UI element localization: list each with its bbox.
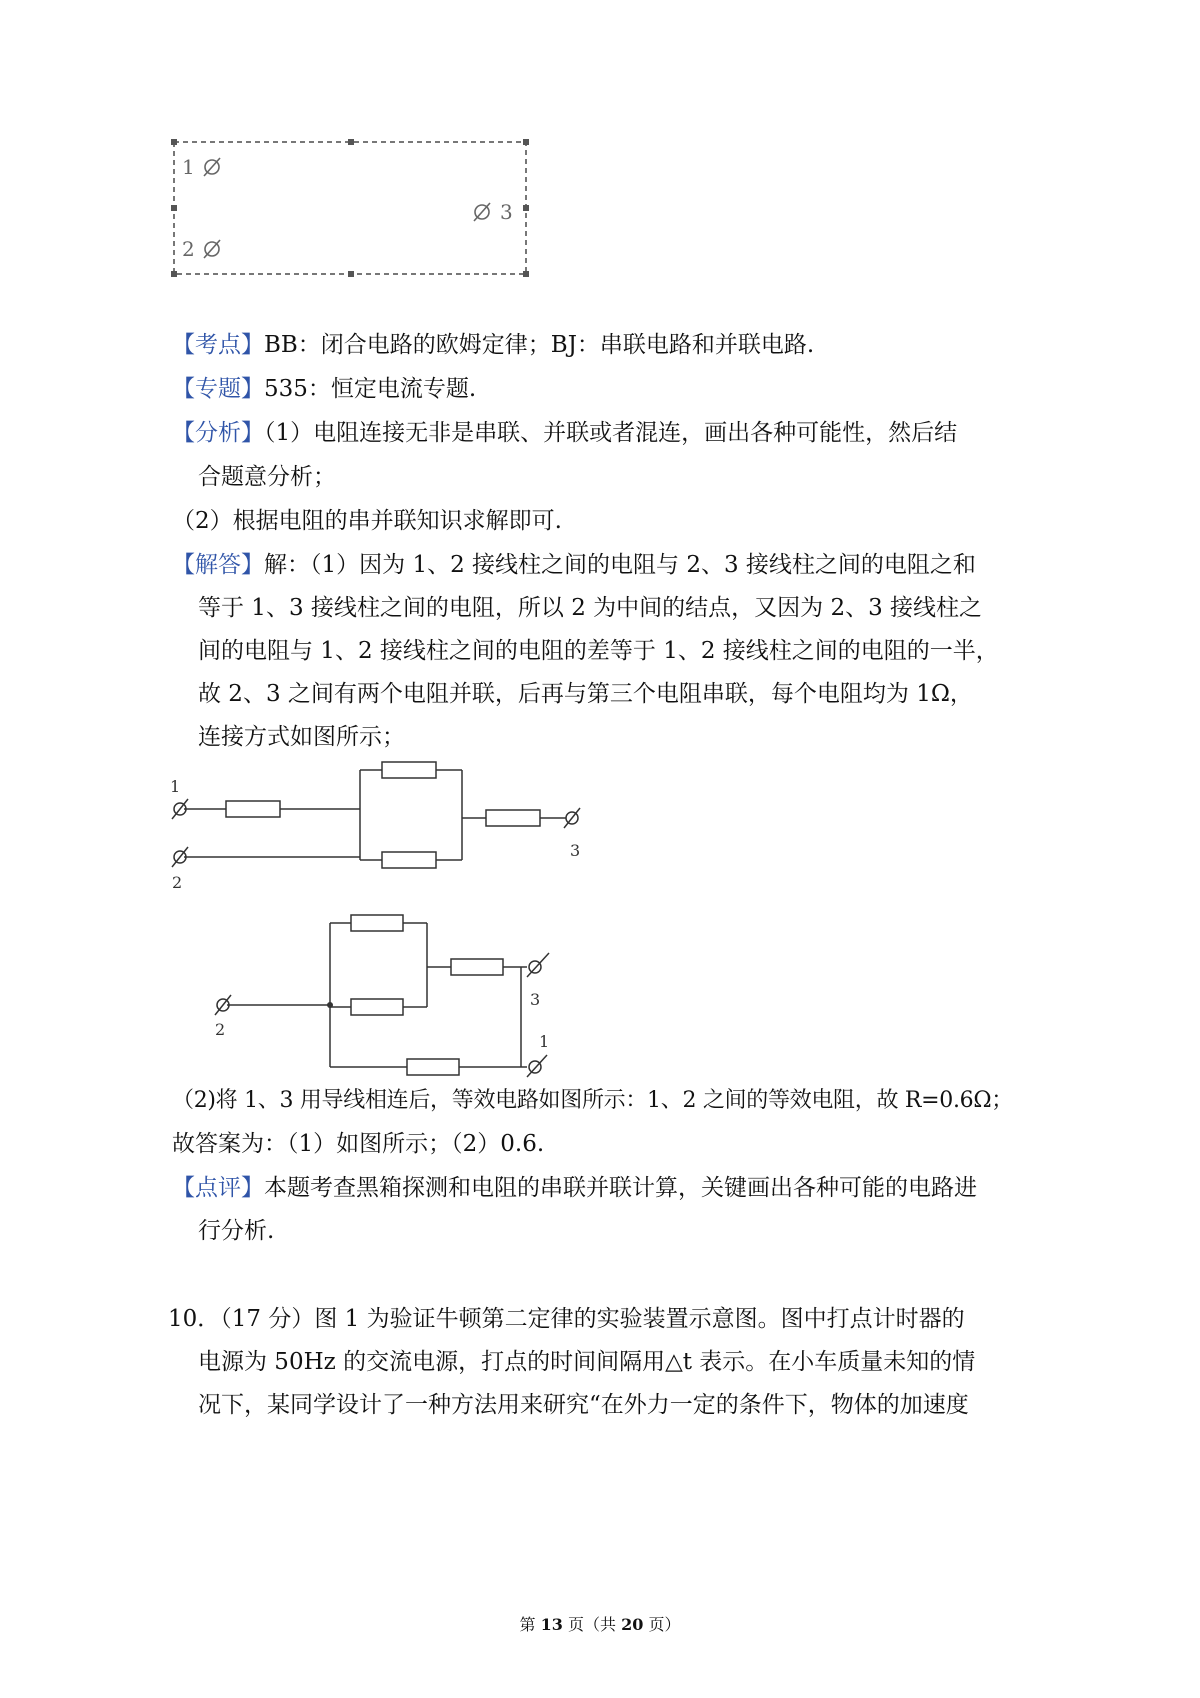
page-footer xyxy=(0,1612,1200,1635)
black-box-figure xyxy=(170,138,532,280)
fenxi-line-3: （2）根据电阻的串并联知识求解即可. xyxy=(172,508,562,534)
circuit1-label-3: 3 xyxy=(570,841,581,860)
terminal-3-icon xyxy=(564,808,580,828)
jieda-line-5: 连接方式如图所示； xyxy=(198,724,405,750)
circuit2-label-3: 3 xyxy=(530,990,541,1009)
circuit2-label-2: 2 xyxy=(215,1020,226,1039)
fenxi-tag: 【分析】 xyxy=(172,420,264,446)
kaodian-line xyxy=(172,330,814,360)
terminal-1-icon xyxy=(204,158,220,176)
resistor-bottom xyxy=(407,1059,459,1075)
fenxi-line-1 xyxy=(172,418,957,448)
terminal-2-label: 2 xyxy=(182,237,195,261)
dianping-tag: 【点评】 xyxy=(172,1175,264,1201)
terminal-3-icon xyxy=(474,203,490,221)
circuit-figure-1 xyxy=(160,760,600,900)
jieda-tag: 【解答】 xyxy=(172,552,264,578)
junction-dot xyxy=(327,1002,333,1008)
footer-mid: 页（共 xyxy=(562,1615,622,1634)
resistor-parallel-bottom xyxy=(382,852,436,868)
circuit-figure-2 xyxy=(205,905,565,1090)
black-box-outline xyxy=(174,142,526,274)
resistor-right xyxy=(451,959,503,975)
zhuanti-text: 535：恒定电流专题. xyxy=(264,376,477,402)
dianping-text-1: 本题考查黑箱探测和电阻的串联并联计算，关键画出各种可能的电路进 xyxy=(264,1175,977,1201)
terminal-1-icon xyxy=(527,1055,547,1077)
jieda-line-7: 故答案为：（1）如图所示；（2）0.6. xyxy=(172,1131,545,1157)
resistor-series-1 xyxy=(226,801,280,817)
zhuanti-tag: 【专题】 xyxy=(172,376,264,402)
jieda-text-1: 解：（1）因为 1、2 接线柱之间的电阻与 2、3 接线柱之间的电阻之和 xyxy=(264,552,976,578)
resistor-top xyxy=(351,915,403,931)
resistor-middle xyxy=(351,999,403,1015)
jieda-line-2: 等于 1、3 接线柱之间的电阻，所以 2 为中间的结点，又因为 2、3 接线柱之 xyxy=(198,595,983,621)
zhuanti-line xyxy=(172,374,476,404)
footer-total-pages: 20 xyxy=(621,1615,644,1634)
terminal-2-icon xyxy=(204,240,220,258)
fenxi-text-1: （1）电阻连接无非是串联、并联或者混连，画出各种可能性，然后结 xyxy=(264,420,958,446)
footer-pre: 第 xyxy=(519,1615,541,1634)
circuit1-label-1: 1 xyxy=(170,777,181,796)
question-10-line-1: 10．（17 分）图 1 为验证牛顿第二定律的实验装置示意图。图中打点计时器的 xyxy=(168,1306,965,1332)
terminal-3-icon xyxy=(527,953,549,977)
jieda-line-1 xyxy=(172,550,976,580)
jieda-line-3: 间的电阻与 1、2 接线柱之间的电阻的差等于 1、2 接线柱之间的电阻的一半， xyxy=(198,638,999,664)
footer-post: 页） xyxy=(643,1615,681,1634)
jieda-line-4: 故 2、3 之间有两个电阻并联，后再与第三个电阻串联，每个电阻均为 1Ω， xyxy=(198,681,973,707)
terminal-3-label: 3 xyxy=(500,200,513,224)
fenxi-line-2: 合题意分析； xyxy=(198,464,336,490)
kaodian-tag: 【考点】 xyxy=(172,332,264,358)
kaodian-text: BB：闭合电路的欧姆定律；BJ：串联电路和并联电路. xyxy=(264,332,815,358)
dianping-line-1 xyxy=(172,1173,977,1203)
circuit2-label-1: 1 xyxy=(539,1032,550,1051)
terminal-1-icon xyxy=(172,799,188,819)
circuit1-label-2: 2 xyxy=(172,873,183,892)
terminal-2-icon xyxy=(172,847,188,867)
resistor-parallel-top xyxy=(382,762,436,778)
jieda-line-6: （2)将 1、3 用导线相连后，等效电路如图所示：1、2 之间的等效电阻，故 R=0.6Ω； xyxy=(172,1088,1013,1113)
dianping-line-2: 行分析. xyxy=(198,1218,275,1244)
terminal-1-label: 1 xyxy=(182,155,195,179)
resistor-output xyxy=(486,810,540,826)
question-10-line-2: 电源为 50Hz 的交流电源，打点的时间间隔用△t 表示。在小车质量未知的情 xyxy=(198,1349,976,1375)
footer-page-number: 13 xyxy=(540,1615,563,1634)
terminal-2-icon xyxy=(215,995,231,1015)
question-10-line-3: 况下，某同学设计了一种方法用来研究“在外力一定的条件下，物体的加速度 xyxy=(198,1392,969,1418)
